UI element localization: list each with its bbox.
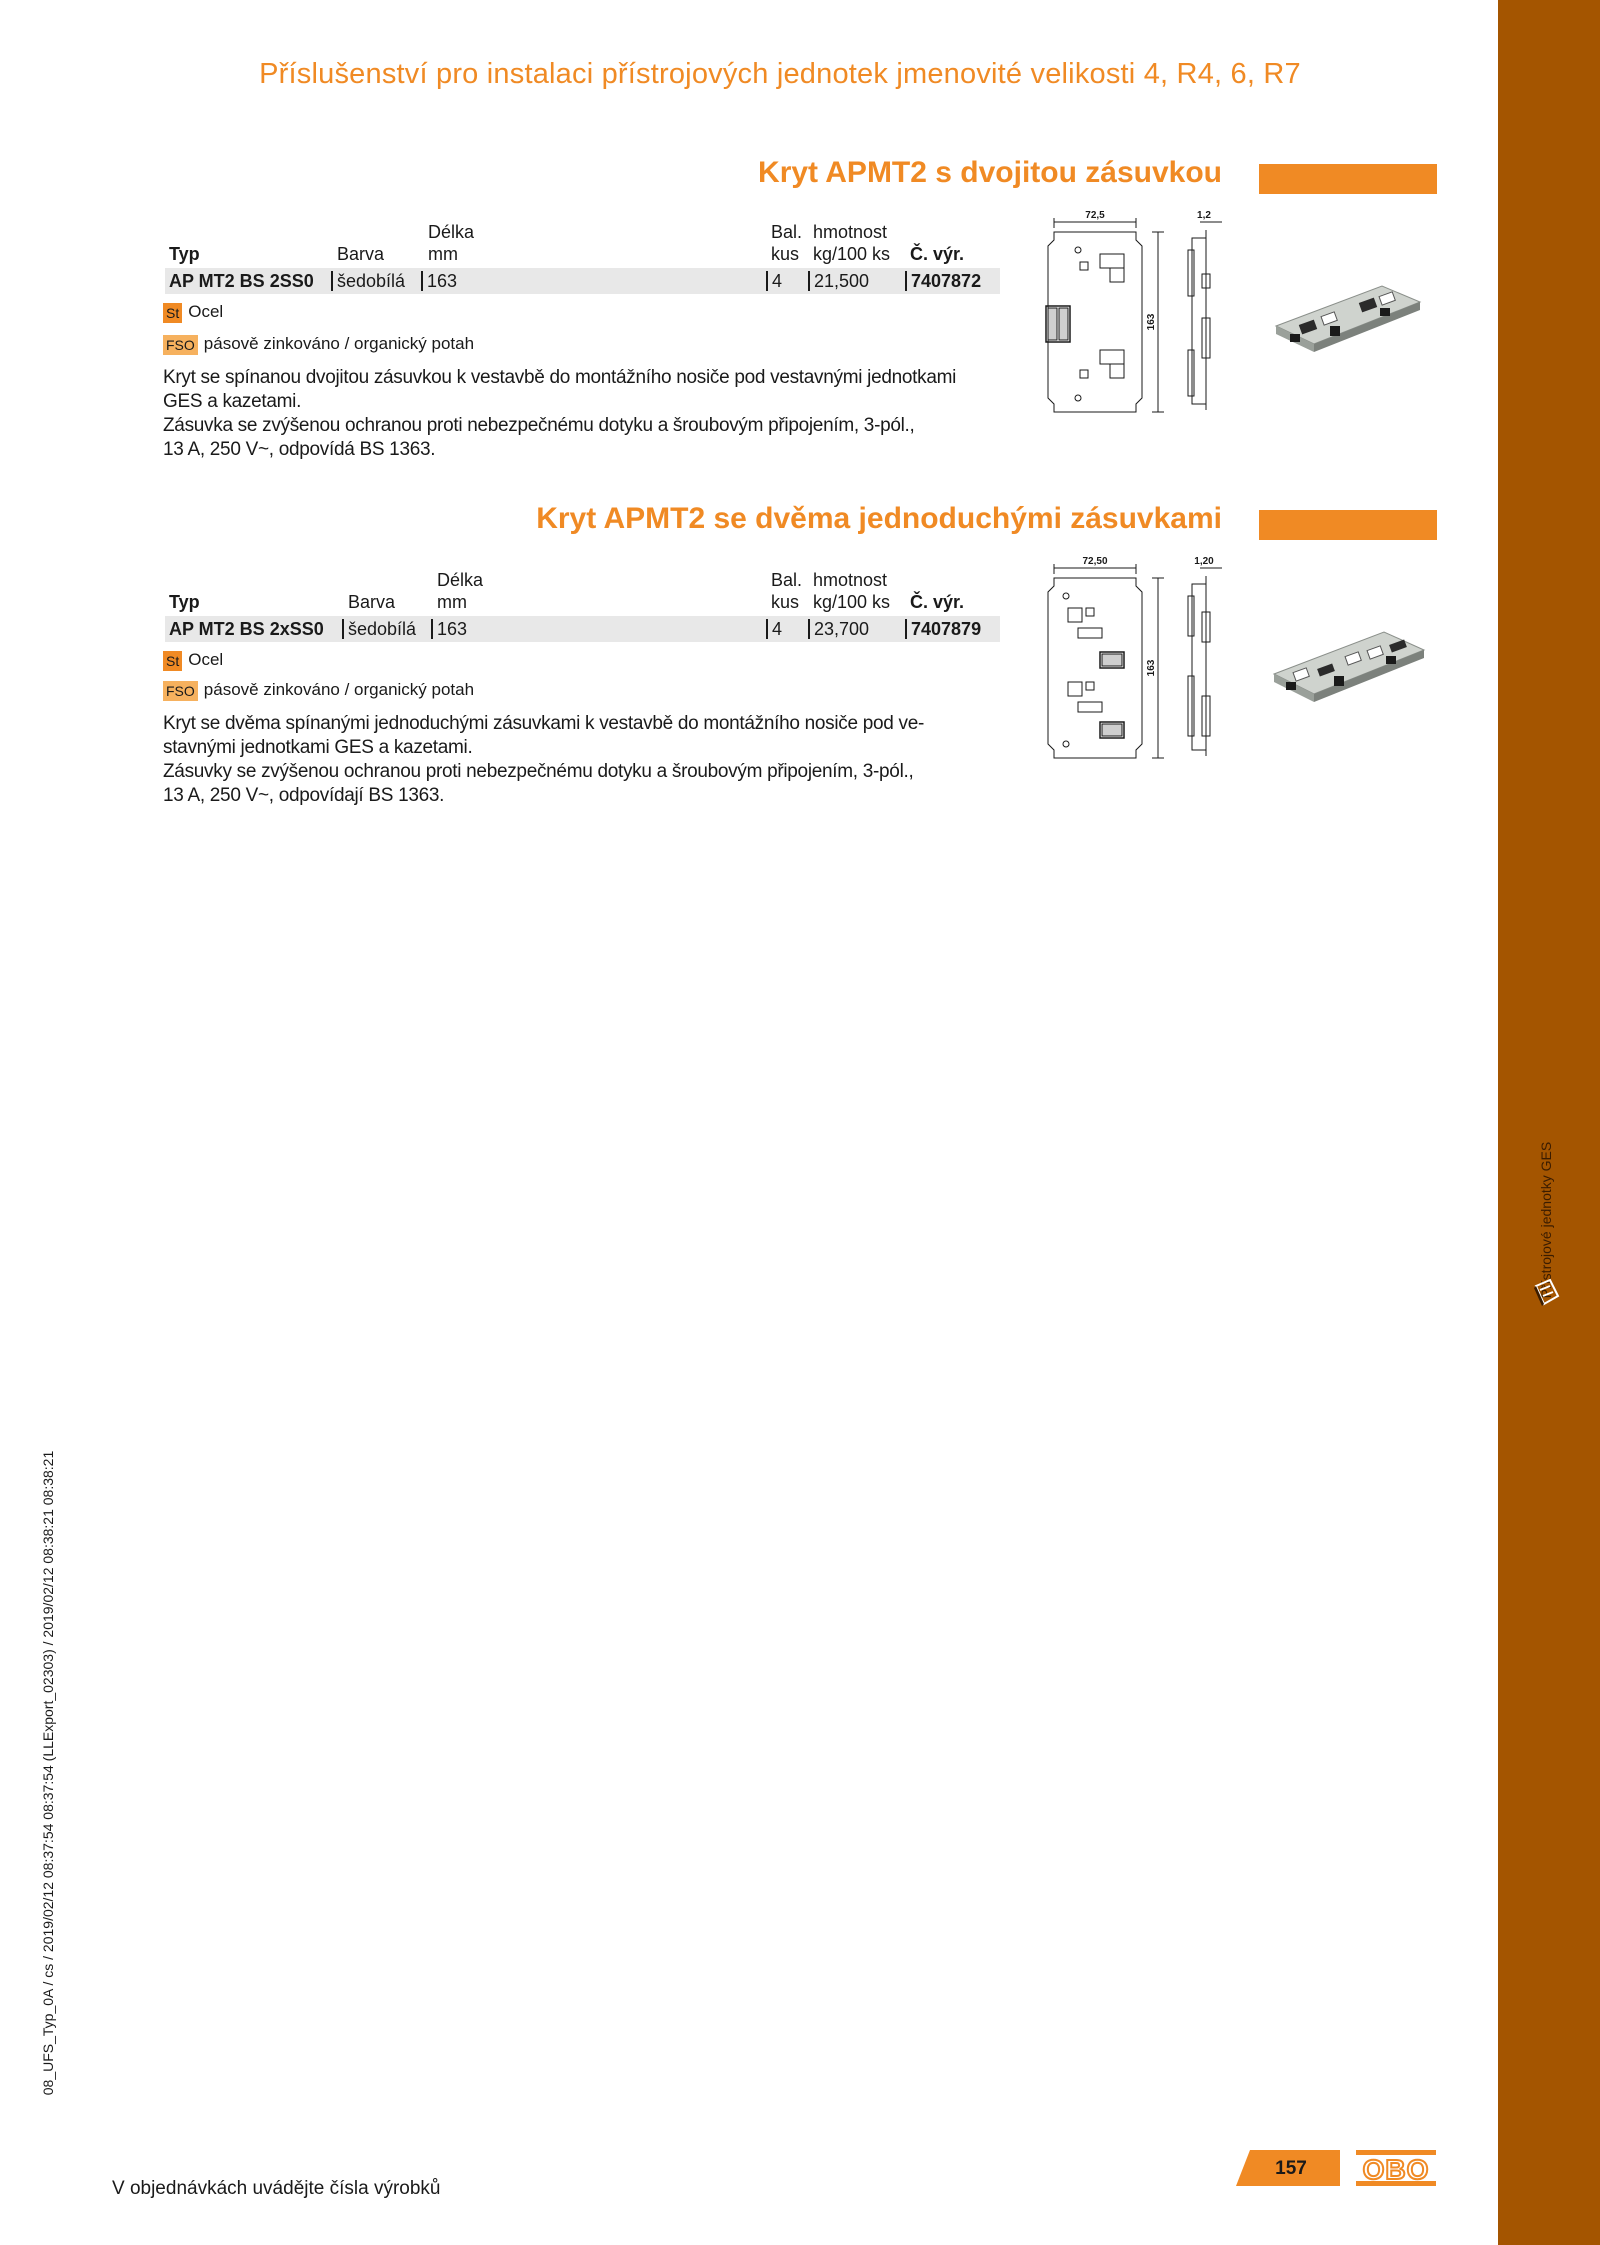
header-delka: Délka xyxy=(437,570,484,590)
logo-text: OBO xyxy=(1362,2154,1430,2185)
material-line-2 xyxy=(163,648,223,672)
cell-barva: šedobílá xyxy=(331,271,405,291)
cell-bal: 4 xyxy=(766,619,782,639)
description-1 xyxy=(163,366,1013,462)
material-line-1 xyxy=(163,300,223,324)
finish-line-1 xyxy=(163,332,474,356)
side-category-label: Přístrojové jednotky GES xyxy=(1538,1141,1554,1299)
description-line: GES a kazetami. xyxy=(163,391,302,412)
finish-tag: FSO xyxy=(163,681,198,701)
header-hmotnost: hmotnost xyxy=(813,570,888,590)
dim-depth-2: 1,20 xyxy=(1194,556,1214,567)
cell-hmotnost: 23,700 xyxy=(808,619,869,639)
cell-bal: 4 xyxy=(766,271,782,291)
material-text: Ocel xyxy=(188,650,224,669)
description-line: Zásuvky se zvýšenou ochranou proti nebezpečnému dotyku a šroubovým připojením, 3-pól., xyxy=(163,761,914,782)
side-bar xyxy=(1498,0,1600,2245)
header-bal-unit: kus xyxy=(771,592,800,612)
technical-drawing-2 xyxy=(1024,556,1224,771)
dim-height-2: 163 xyxy=(1146,659,1157,677)
dim-depth-1: 1,2 xyxy=(1197,210,1211,221)
header-barva: Barva xyxy=(348,592,396,612)
material-tag: St xyxy=(163,303,182,323)
section-accent-bar-1 xyxy=(1259,164,1437,194)
cell-delka: 163 xyxy=(431,619,467,639)
cell-hmotnost: 21,500 xyxy=(808,271,869,291)
section-title-2: Kryt APMT2 se dvěma jednoduchými zásuvkami xyxy=(536,502,1222,535)
description-line: Kryt se spínanou dvojitou zásuvkou k vestavbě do montážního nosiče pod vestavnými jednotkami xyxy=(163,367,957,388)
header-cislo: Č. výr. xyxy=(910,592,965,612)
ges-unit-icon xyxy=(1530,1276,1564,1310)
obo-logo xyxy=(1356,2150,1436,2186)
header-hmotnost-unit: kg/100 ks xyxy=(813,244,891,264)
table-header-1 xyxy=(165,222,1000,266)
dim-width-2: 72,50 xyxy=(1082,556,1108,567)
product-photo-2 xyxy=(1268,618,1432,718)
page-title: Příslušenství pro instalaci přístrojových jednotek jmenovité velikosti 4, R4, 6, R7 xyxy=(259,58,1301,90)
header-hmotnost-unit: kg/100 ks xyxy=(813,592,891,612)
material-tag: St xyxy=(163,651,182,671)
cell-cislo: 7407872 xyxy=(905,271,981,291)
footer-note: V objednávkách uvádějte čísla výrobků xyxy=(112,2178,441,2199)
header-typ: Typ xyxy=(169,592,200,612)
header-bal-unit: kus xyxy=(771,244,800,264)
header-delka-unit: mm xyxy=(428,244,458,264)
description-line: Kryt se dvěma spínanými jednoduchými zásuvkami k vestavbě do montážního nosiče pod ve- xyxy=(163,713,924,734)
cell-delka: 163 xyxy=(421,271,457,291)
cell-barva: šedobílá xyxy=(342,619,416,639)
header-bal: Bal. xyxy=(771,222,803,242)
table-row xyxy=(165,616,1000,642)
description-line: 13 A, 250 V~, odpovídají BS 1363. xyxy=(163,785,445,806)
header-hmotnost: hmotnost xyxy=(813,222,888,242)
print-metadata: 08_UFS_Typ_0A / cs / 2019/02/12 08:37:54 08:37:54 (LLExport_02303) / 2019/02/12 08:38:21 08:38:21 xyxy=(40,1450,56,2096)
cell-typ: AP MT2 BS 2SS0 xyxy=(169,271,314,291)
material-text: Ocel xyxy=(188,302,224,321)
technical-drawing-1 xyxy=(1024,210,1224,425)
description-line: 13 A, 250 V~, odpovídá BS 1363. xyxy=(163,439,436,460)
header-delka-unit: mm xyxy=(437,592,467,612)
section-accent-bar-2 xyxy=(1259,510,1437,540)
finish-text: pásově zinkováno / organický potah xyxy=(203,334,475,353)
cell-typ: AP MT2 BS 2xSS0 xyxy=(169,619,324,639)
dim-height-1: 163 xyxy=(1146,313,1157,331)
header-delka: Délka xyxy=(428,222,475,242)
dim-width-1: 72,5 xyxy=(1085,210,1105,221)
description-line: Zásuvka se zvýšenou ochranou proti nebezpečnému dotyku a šroubovým připojením, 3-pól., xyxy=(163,415,915,436)
page-number: 157 xyxy=(1275,2158,1307,2179)
product-photo-1 xyxy=(1270,268,1430,368)
table-row xyxy=(165,268,1000,294)
section-title-1: Kryt APMT2 s dvojitou zásuvkou xyxy=(758,156,1222,189)
finish-line-2 xyxy=(163,678,474,702)
description-line: stavnými jednotkami GES a kazetami. xyxy=(163,737,473,758)
header-bal: Bal. xyxy=(771,570,803,590)
table-header-2 xyxy=(165,570,1000,614)
header-barva: Barva xyxy=(337,244,385,264)
header-typ: Typ xyxy=(169,244,200,264)
description-2 xyxy=(163,712,1013,808)
header-cislo: Č. výr. xyxy=(910,244,965,264)
finish-tag: FSO xyxy=(163,335,198,355)
cell-cislo: 7407879 xyxy=(905,619,981,639)
finish-text: pásově zinkováno / organický potah xyxy=(203,680,475,699)
